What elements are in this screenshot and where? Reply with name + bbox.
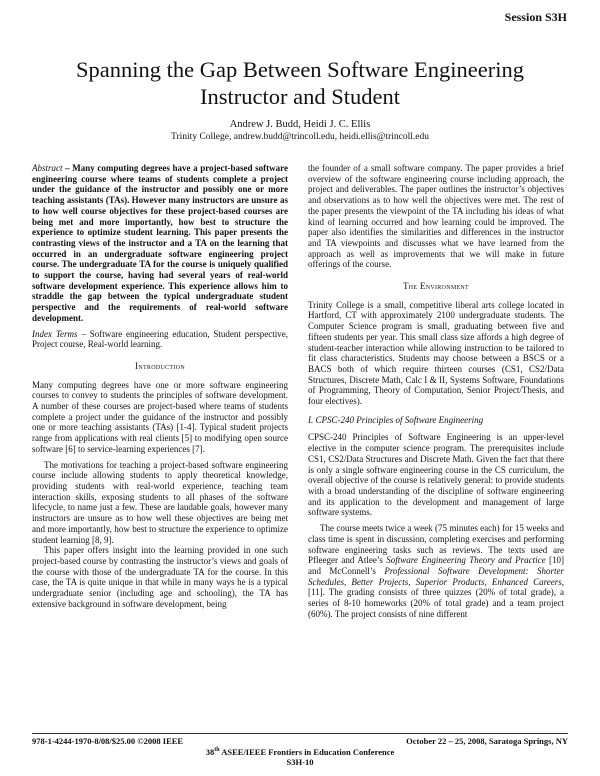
conference-title: ASEE/IEEE Frontiers in Education Conference [219,747,395,757]
intro-paragraph-continued: the founder of a small software company. The paper provides a brief overview of the software engineering course including approach, the project and deliverables. The paper outlines the instructor’s objectives and observations as to how well the objectives were met. The rest of the paper presents the viewpoint of the TA including his ideas of what kind of learning occurred and how learning could be improved. The paper also identifies the similarities and differences in the instructor and TA viewpoints and discusses what we have learned from the approach as well as improvements that we will make in future offerings of the course. [308,163,564,270]
intro-paragraph-3: This paper offers insight into the learning provided in one such project-based course by contrasting the instructor’s views and goals of the course with those of the undergraduate TA for the course. In this case, the TA is quite unique in that while in many ways he is a typical undergraduate senior (including age and schooling), the TA has extensive background in software development, being [32,545,288,609]
paper-authors: Andrew J. Budd, Heidi J. C. Ellis [229,119,371,130]
right-column [308,163,564,619]
abstract-lead: Abstract [32,163,63,173]
book-title-pfleeger: Software Engineering Theory and Practice [386,555,546,566]
footer-page-number: S3H-10 [286,757,314,767]
index-terms-text: – Software engineering education, Student perspective, Project course, Real-world learning. [32,328,289,350]
section-heading-environment: The Environment [402,281,470,292]
subsection-heading-cpsc240: I. CPSC-240 Principles of Software Engineering [308,414,484,425]
book-title-mcconnell: Professional Software Development: Shorter Schedules, Better Projects, Superior Products, Enhanced Careers [308,565,564,587]
session-label: Session S3H [504,10,567,24]
cpsc-paragraph-1: CPSC-240 Principles of Software Engineering is an upper-level elective in the computer science program. The prerequisites include CS1, CS2/Data Structures and Discrete Math. Given the fact that there is only a single software engineering course in the CS curriculum, the overall objective of the course is relatively general: to provide students with a broad understanding of the discipline of software engineering and its application to the development and management of large software systems. [308,432,564,518]
intro-paragraph-2: The motivations for teaching a project-based software engineering course include allowing students to apply theoretical knowledge, providing students with real-world experience, teaching team interaction skills, exposing students to all phases of the software lifecycle, to name just a few. These are laudable goals, however many instructors are unsure as to how well these objectives are being met and more importantly, how best to structure the experience to optimize student learning [8, 9]. [32,459,288,545]
cpsc-p2-part-c: , [11]. The grading consists of three quizzes (20% of total grade), a series of 8-10 homeworks (20% of total grade) and a team project (60%). The project consists of nine different [308,576,564,619]
footer-conference-name [0,747,600,757]
conference-number: 38 [205,747,215,757]
cpsc-p2-part-b: [10] and McConnell’s [308,555,564,576]
footer-copyright: 978-1-4244-1970-8/08/$25.00 ©2008 IEEE [32,736,184,746]
left-column [32,163,288,609]
cpsc-p2-part-a: The course meets twice a week (75 minutes each) for 15 weeks and class time is spent in discussion, completing exercises and performing software engineering tasks such as reviews. The texts used are Pfleeger and Atlee’s [308,523,564,566]
conference-number-suffix: th [214,747,220,754]
abstract-paragraph [32,163,288,324]
footer-date-location: October 22 – 25, 2008, Saratoga Springs, NY [406,736,568,746]
abstract-text: – Many computing degrees have a project-based software engineering course where teams of students complete a project under the guidance of the instructor and possibly one or more teaching assistants (TAs). However many instructors are unsure as to how well course objectives for these project-based courses are being met and more importantly, how best to structure the experience to optimize student learning. This paper presents the contrasting views of the instructor and a TA on the learning that occurred in an undergraduate software engineering project course. The undergraduate TA for the course is uniquely qualified to support the course, having had several years of real-world software development experience. This experience allows him to straddle the gap between the typical undergraduate student perspective and the requirements of real-world software development. [32,163,288,323]
index-terms [32,329,288,350]
index-terms-lead: Index Terms [32,328,78,339]
intro-paragraph-1: Many computing degrees have one or more software engineering courses to convey to students the principles of software development. A number of these courses are project-based where teams of students complete a project under the guidance of the instructor and possibly one or more teaching assistants (TAs) [1-4]. Typical student projects range from applications with real clients [5] to modifying open source software [6] to service-learning experiences [7]. [32,379,288,454]
paper-title: Spanning the Gap Between Software Engineering Instructor and Student [75,57,524,109]
section-heading-introduction: Introduction [135,360,185,371]
footer-rule [32,733,568,734]
cpsc-paragraph-2 [308,523,564,619]
footer-conference [0,747,600,767]
environment-paragraph-1: Trinity College is a small, competitive liberal arts college located in Hartford, CT with approximately 2100 undergraduate students. The Computer Science program is small, graduating between five and fifteen students per year. This small class size affords a high degree of student-teacher interaction while allowing instruction to be tailored to fit class characteristics. Students may choose between a BSCS or a BACS both of which require thirteen courses (CS1, CS2/Data Structures, Discrete Math, Calc I & II, Systems Software, Foundations of Programming, Theory of Computation, Senior Project/Thesis, and four electives). [308,299,564,407]
paper-affiliation: Trinity College, andrew.budd@trincoll.edu, heidi.ellis@trincoll.edu [171,132,429,142]
